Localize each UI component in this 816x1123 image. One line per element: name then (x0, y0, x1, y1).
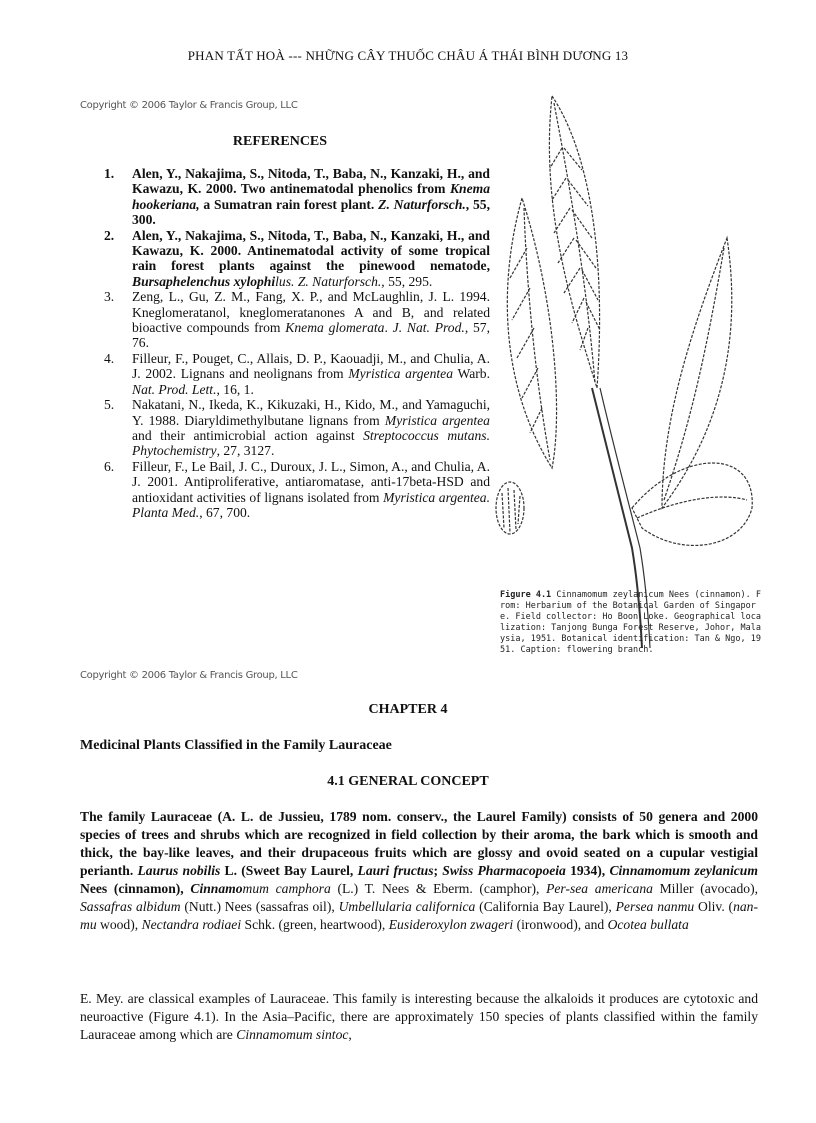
reference-journal: Nat. Prod. Lett. (132, 381, 217, 397)
species-name: Cinnamo (190, 881, 243, 896)
species-name: Cinnamomum sintoc (236, 1027, 349, 1042)
reference-text: and their antimicrobial action against (132, 427, 364, 443)
reference-item (104, 459, 490, 521)
species-name: Umbellularia californica (338, 899, 476, 914)
reference-journal: Streptococcus mutans. Phytochemistry (132, 427, 490, 459)
reference-volume: , 27, 3127. (216, 443, 275, 459)
species-name: Nectandra rodiaei (141, 917, 242, 932)
references-list (104, 166, 490, 520)
reference-species: Myristica argentea (384, 412, 490, 428)
copyright-notice-top: Copyright © 2006 Taylor & Francis Group, LLC (80, 100, 298, 111)
figure-caption (500, 590, 762, 682)
text-run: Nees (cinnamon), (80, 881, 191, 896)
text-run: (Nutt.) Nees (sassafras oil), (180, 899, 339, 914)
species-name: Ocotea bullata (607, 917, 689, 932)
leaf-outline-left (507, 198, 556, 468)
species-name: Eusideroxylon zwageri (388, 917, 514, 932)
reference-species: Knema glomerata (285, 320, 385, 336)
reference-text: Zeng, L., Gu, Z. M., Fang, X. P., and McLaughlin, J. L. 1994. Kneglomeratanol, kneglomeratanones A and B, and related bioactive compounds from (132, 289, 490, 336)
references-title: REFERENCES (232, 134, 328, 149)
reference-journal: Z. Naturforsch. (378, 196, 466, 212)
reference-item (104, 289, 490, 351)
reference-species: Knema hookeriana, (132, 181, 490, 212)
reference-item (104, 166, 490, 228)
reference-volume: , 55, 300. (132, 196, 490, 228)
reference-text: Alen, Y., Nakajima, S., Nitoda, T., Baba, N., Kanzaki, H., and Kawazu, K. 2000. Two antinematodal phenolics from (132, 166, 490, 197)
species-name: Lauri fructus (357, 863, 434, 878)
species-name: Swiss Pharmacopoeia (442, 863, 566, 878)
running-header: PHAN TẤT HOÀ --- NHỮNG CÂY THUỐC CHÂU Á THÁI BÌNH DƯƠNG 13 (187, 48, 629, 63)
body-paragraph (80, 990, 758, 1044)
leaf-outline-right (662, 238, 732, 508)
reference-text: Filleur, F., Le Bail, J. C., Duroux, J. L., Simon, A., and Chulia, A. J. 2001. Antiproliferative, antiaromatase, anti-17beta-HSD and antioxidant activities of lignans isolated from (132, 458, 490, 505)
reference-number: 2. (104, 227, 115, 243)
reference-item (104, 228, 490, 290)
reference-volume: , 55, 295. (381, 273, 433, 289)
text-run: (ironwood), and (513, 917, 608, 932)
text-run: Miller (avocado), (652, 881, 758, 896)
reference-number: 6. (104, 458, 115, 474)
text-run: 1934), (565, 863, 610, 878)
leaf-outline-upper (549, 96, 599, 388)
section-heading: Medicinal Plants Classified in the Family Lauraceae (80, 738, 392, 753)
text-run: L. (Sweet Bay Laurel, (220, 863, 358, 878)
species-name: Persea nanmu (615, 899, 695, 914)
leaf-midrib-upper (554, 103, 595, 383)
reference-species: Myristica argentea (348, 366, 453, 382)
reference-item (104, 397, 490, 459)
text-run: Schk. (green, heartwood), (241, 917, 389, 932)
reference-volume: , 16, 1. (216, 381, 254, 397)
reference-volume: , 57, 76. (132, 320, 490, 351)
text-run: The family Lauraceae (A. L. de Jussieu, 1789 nom. conserv., the Laurel Family) consists of 50 genera and 2000 species of trees and shrubs which are recognized in field collection by their aroma, the bark which is smooth and thick, the bay-like leaves, and their drupaceous fruits which are glossy and ovoid seated on a cupular vestigial perianth. (80, 809, 758, 878)
species-name: Cinnamomum zeylanicum (609, 863, 758, 878)
text-run: , (348, 1027, 352, 1042)
subsection-heading: 4.1 GENERAL CONCEPT (327, 774, 489, 789)
reference-number: 4. (104, 350, 115, 366)
species-name: Per-sea americana (546, 881, 653, 896)
reference-text: Nakatani, N., Ikeda, K., Kikuzaki, H., Kido, M., and Yamaguchi, Y. 1988. Diaryldimethylbutane lignans from (132, 397, 490, 428)
reference-journal: Planta Med. (132, 504, 200, 520)
text-run: wood), (96, 917, 142, 932)
text-run: ; (433, 863, 443, 878)
species-name: nan-mu (80, 899, 758, 932)
text-run: (L.) T. Nees & Eberm. (camphor), (330, 881, 547, 896)
species-name: Sassafras albidum (80, 899, 181, 914)
body-paragraph (80, 808, 758, 934)
species-name: mum camphora (242, 881, 331, 896)
figure-label: Figure 4.1 (500, 590, 552, 600)
reference-text: a Sumatran rain forest plant. (199, 196, 379, 212)
reference-text: Warb. (453, 366, 490, 382)
reference-volume: , 67, 700. (199, 504, 251, 520)
reference-number: 1. (104, 166, 115, 181)
species-name: Laurus nobilis (137, 863, 221, 878)
reference-text: Filleur, F., Pouget, C., Allais, D. P., Kaouadji, M., and Chulia, A. J. 2002. Lignans and neolignans from (132, 350, 490, 382)
reference-text: Alen, Y., Nakajima, S., Nitoda, T., Baba, N., Kanzaki, H., and Kawazu, K. 2000. Antinematodal activity of some tropical rain forest plants against the pinewood nematode, (132, 227, 490, 274)
text-run: (California Bay Laurel), (475, 899, 616, 914)
reference-species: Myristica argentea. (383, 489, 491, 505)
reference-text: . (384, 320, 393, 336)
reference-number: 3. (104, 289, 115, 305)
copyright-notice-bottom: Copyright © 2006 Taylor & Francis Group, LLC (80, 670, 298, 681)
text-run: E. Mey. are classical examples of Lauraceae. This family is interesting because the alkaloids it produces are cytotoxic and neuroactive (Figure 4.1). In the Asia–Pacific, there are approximately 150 species of plants classified within the family Lauraceae among which are (80, 991, 758, 1042)
leaf-outline-lower (632, 463, 752, 545)
figure-caption-text: Cinnamomum zeylanicum Nees (cinnamon). From: Herbarium of the Botanical Garden of Singapore. Field collector: Ho Boon Loke. Geographical localization: Tanjong Bunga Forest Reserve, Johor, Malaysia, 1951. Botanical identification: Tan & Ngo, 1951. Caption: flowering branch. (500, 590, 762, 655)
reference-journal: J. Nat. Prod. (392, 320, 465, 336)
chapter-title: CHAPTER 4 (368, 702, 448, 717)
text-run: Oliv. ( (694, 899, 734, 914)
reference-journal: lus. Z. Naturforsch. (275, 273, 382, 289)
reference-species: Bursaphelenchus xylophi (132, 273, 276, 289)
reference-number: 5. (104, 397, 115, 413)
reference-item (104, 351, 490, 397)
